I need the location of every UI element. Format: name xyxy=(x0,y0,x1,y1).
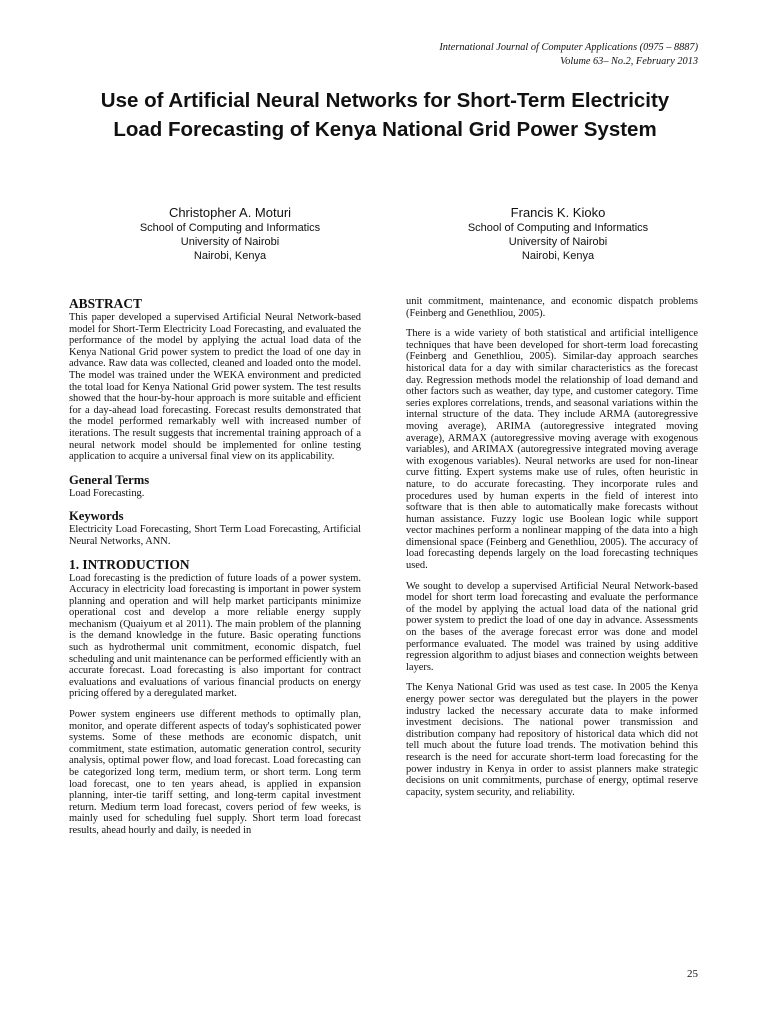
author-affiliation: School of Computing and Informatics xyxy=(139,222,321,234)
keywords-heading: Keywords xyxy=(69,509,124,524)
general-terms-heading: General Terms xyxy=(69,472,150,487)
abstract-text: This paper developed a supervised Artificial Neural Network-based model for Short-Term Electricity Load Forecasting, and evaluated the performance of the model by applying the actual load data of the Kenya National Grid power system to predict the load of one day in advance. Raw data was collected, cleaned and loaded onto the model. The model was trained under the WEKA environment and predicted the total load for Kenya National Grid power system. The test results showed that the hour-by-hour approach is more suitable and efficient for a day-ahead load forecasting. Forecast results demonstrated that the model performed remarkably well with increased number of iterations. The result suggests that incremental training approach of a neural network model should be implemented for online testing application to acquire a universal final view on its applicability. xyxy=(69,312,361,463)
journal-volume: Volume 63– No.2, February 2013 xyxy=(560,56,698,67)
page-number: 25 xyxy=(687,968,698,980)
author-name: Christopher A. Moturi xyxy=(168,205,292,220)
introduction-paragraph: There is a wide variety of both statistical and artificial intelligence techniques that have been developed for short-term load forecasting (Feinberg and Genethliou, 2005). Similar-day approach searches historical data for a day with similar characteristics as the forecast day. Regression methods model the relationship of load demand and other factors such as weather, day type, and customer category. Time series explores correlations, trends, and seasonal variations within the internal structure of the data. They include ARMA (autoregressive moving average), ARIMA (autoregressive integrated moving average), ARMAX (autoregressive moving average with exogenous variables), and ARIMAX (autoregressive integrated moving average with exogenous variables). Neural networks are used for non-linear curve fitting. Expert systems make use of rules, often heuristic in nature, to do accurate forecasting. They incorporate rules and procedures used by human experts in the field of interest into software that is then able to automatically make forecasts without human assistance. Fuzzy logic use Boolean logic while support vector machines perform a nonlinear mapping of the data into a high dimensional space (Feinberg and Genethliou, 2005). The accuracy of load forecasting depends largely on the load forecasting techniques used. xyxy=(406,328,698,572)
journal-header xyxy=(198,41,698,69)
general-terms-text: Load Forecasting. xyxy=(69,487,145,499)
introduction-paragraph: Power system engineers use different methods to optimally plan, monitor, and operate different aspects of today's sophisticated power systems. Some of these methods are economic dispatch, unit commitment, state estimation, automatic generation control, security analysis, optimal power flow, and load forecast. Load forecasting can be categorized long term, medium term, or short term. Long term load forecast, one to ten years ahead, is applied in expansion planning, inter-tie tariff setting, and long-term capital investment return. Medium term load forecast, covers period of few weeks, is mainly used for scheduling fuel supply. Short term load forecast results, ahead hourly and daily, is needed in xyxy=(69,709,361,836)
keywords-text: Electricity Load Forecasting, Short Term Load Forecasting, Artificial Neural Networks, ANN. xyxy=(69,524,361,547)
author-location: Nairobi, Kenya xyxy=(193,250,267,262)
journal-name: International Journal of Computer Applications (0975 – 8887) xyxy=(439,42,698,53)
author-affiliation: School of Computing and Informatics xyxy=(467,222,649,234)
right-column xyxy=(406,296,698,798)
left-column xyxy=(69,296,361,837)
abstract-heading: ABSTRACT xyxy=(69,296,142,311)
author-university: University of Nairobi xyxy=(508,236,608,248)
author-block-1 xyxy=(80,204,380,263)
introduction-paragraph: The Kenya National Grid was used as test case. In 2005 the Kenya energy power sector was deregulated but the players in the power industry lacked the necessary accurate data to make informed investment decisions. The national power transmission and distribution company had repository of historical data which did not tell much about the future load trends. The motivation behind this research is the need for accurate short-term load forecasting for the power industry in Kenya in order to assist planners make strategic decisions on unit commitments, purchase of energy, optimal reserve capacity, system security, and reliability. xyxy=(406,682,698,798)
author-block-2 xyxy=(408,204,708,263)
author-name: Francis K. Kioko xyxy=(510,205,606,220)
introduction-heading: 1. INTRODUCTION xyxy=(69,556,190,572)
author-location: Nairobi, Kenya xyxy=(521,250,595,262)
paper-title: Use of Artificial Neural Networks for Short-Term Electricity Load Forecasting of Kenya National Grid Power System xyxy=(100,89,670,141)
introduction-paragraph-continued: unit commitment, maintenance, and economic dispatch problems (Feinberg and Genethliou, 2005). xyxy=(406,296,698,319)
introduction-paragraph: We sought to develop a supervised Artificial Neural Network-based model for short term load forecasting and evaluate the performance of the model by applying the actual load data of the national grid power system to predict the load of one day in advance. Assessments on the bases of the average forecast error was done and model performance evaluated. The model was trained by using additive regression algorithm to adjust biases and connection weights between layers. xyxy=(406,580,698,673)
introduction-paragraph: Load forecasting is the prediction of future loads of a power system. Accuracy in electricity load forecasting is important in power system planning and operation and will help market participants minimize operational cost and develop a more reliable energy supply mechanism (Quaiyum et al 2011). The main problem of the planning is the demand knowledge in the future. Basic operating functions such as hydrothermal unit commitment, economic dispatch, fuel scheduling and unit maintenance can be performed efficiently with an accurate forecast. Load forecasting is also important for contract evaluations and evaluations of various financial products on energy pricing offered by a deregulated market. xyxy=(69,572,361,700)
author-university: University of Nairobi xyxy=(180,236,280,248)
